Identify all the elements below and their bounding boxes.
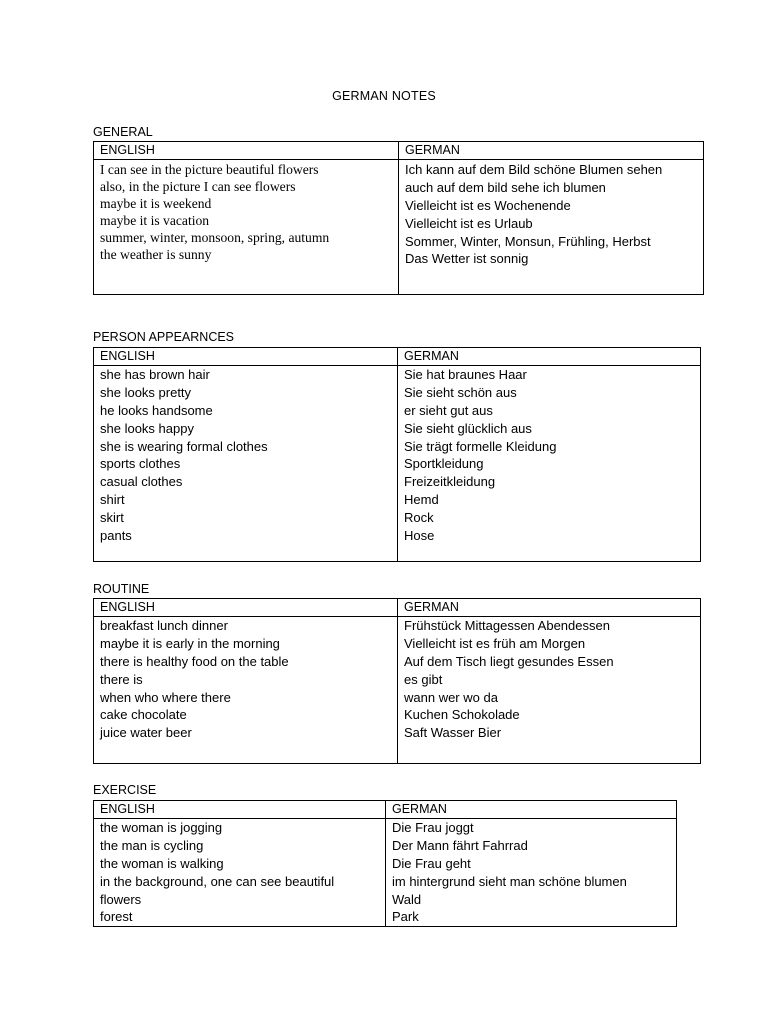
list-item: Die Frau joggt (392, 820, 474, 835)
english-cell (94, 819, 386, 927)
list-item: she looks pretty (100, 384, 192, 400)
list-item: Saft Wasser Bier (404, 725, 502, 741)
list-item: Rock (404, 510, 434, 526)
table-person-appearances (93, 347, 701, 562)
german-cell (398, 366, 701, 562)
list-item: the man is cycling (100, 837, 204, 853)
english-cell (94, 366, 398, 562)
column-header-german: GERMAN (398, 348, 701, 366)
list-item: maybe it is vacation (100, 213, 210, 228)
list-item: shirt (100, 492, 125, 508)
list-item: in the background, one can see beautiful (100, 873, 335, 889)
list-item: Park (392, 909, 419, 925)
english-lines (100, 366, 391, 545)
english-lines (100, 617, 391, 742)
german-lines (392, 819, 670, 926)
list-item: skirt (100, 510, 124, 526)
list-item: pants (100, 528, 132, 544)
list-item: Sie trägt formelle Kleidung (404, 438, 557, 454)
list-item: Auf dem Tisch liegt gesundes Essen (404, 653, 614, 669)
german-cell (398, 617, 701, 764)
table-body-row (94, 819, 677, 927)
list-item: im hintergrund sieht man schöne blumen (392, 873, 627, 889)
list-item: summer, winter, monsoon, spring, autumn (100, 230, 330, 245)
list-item: Frühstück Mittagessen Abendessen (404, 618, 610, 633)
list-item: maybe it is weekend (100, 196, 212, 211)
list-item: Hose (404, 528, 435, 544)
list-item: she is wearing formal clothes (100, 438, 268, 454)
list-item: Sportkleidung (404, 456, 484, 472)
table-header-row (94, 599, 701, 617)
list-item: auch auf dem bild sehe ich blumen (405, 179, 606, 195)
column-header-english: ENGLISH (94, 599, 398, 617)
list-item: there is (100, 671, 143, 687)
list-item: he looks handsome (100, 402, 213, 418)
section-label-general: GENERAL (93, 125, 153, 139)
list-item: Sie sieht schön aus (404, 384, 517, 400)
column-header-english: ENGLISH (94, 142, 399, 160)
english-cell (94, 617, 398, 764)
list-item: Vielleicht ist es früh am Morgen (404, 635, 586, 651)
table-header-row (94, 801, 677, 819)
column-header-german: GERMAN (386, 801, 677, 819)
list-item: wann wer wo da (404, 689, 498, 705)
table-general (93, 141, 704, 295)
list-item: she looks happy (100, 420, 194, 436)
table-body-row (94, 160, 704, 295)
list-item: there is healthy food on the table (100, 653, 289, 669)
list-item: Sie hat braunes Haar (404, 367, 527, 382)
list-item: casual clothes (100, 474, 183, 490)
list-item: Freizeitkleidung (404, 474, 496, 490)
section-label-routine: ROUTINE (93, 582, 150, 596)
list-item: breakfast lunch dinner (100, 618, 228, 633)
list-item: cake chocolate (100, 707, 187, 723)
german-cell (386, 819, 677, 927)
list-item: the woman is jogging (100, 820, 223, 835)
table-routine (93, 598, 701, 764)
list-item: Die Frau geht (392, 855, 471, 871)
table-body-row (94, 617, 701, 764)
list-item: I can see in the picture beautiful flowers (100, 162, 319, 177)
list-item: flowers (100, 891, 142, 907)
german-cell (399, 160, 704, 295)
column-header-german: GERMAN (399, 142, 704, 160)
list-item: Kuchen Schokolade (404, 707, 520, 723)
section-label-person-appearances: PERSON APPEARNCES (93, 330, 235, 344)
german-lines (404, 366, 694, 545)
table-exercise (93, 800, 677, 927)
list-item: Sie sieht glücklich aus (404, 420, 532, 436)
list-item: er sieht gut aus (404, 402, 493, 418)
list-item: sports clothes (100, 456, 181, 472)
list-item: Ich kann auf dem Bild schöne Blumen sehen (405, 162, 663, 177)
german-lines (404, 617, 694, 742)
list-item: juice water beer (100, 725, 192, 741)
list-item: Wald (392, 891, 422, 907)
table-header-row (94, 348, 701, 366)
column-header-english: ENGLISH (94, 348, 398, 366)
list-item: Das Wetter ist sonnig (405, 251, 529, 267)
table-body-row (94, 366, 701, 562)
list-item: Sommer, Winter, Monsun, Frühling, Herbst (405, 233, 651, 249)
list-item: the woman is walking (100, 855, 224, 871)
table-header-row (94, 142, 704, 160)
document-title: GERMAN NOTES (332, 89, 436, 103)
english-cell (94, 160, 399, 295)
english-lines (100, 819, 379, 926)
list-item: also, in the picture I can see flowers (100, 179, 296, 194)
list-item: es gibt (404, 671, 443, 687)
list-item: Hemd (404, 492, 439, 508)
list-item: Vielleicht ist es Wochenende (405, 197, 571, 213)
list-item: she has brown hair (100, 367, 210, 382)
german-lines (405, 161, 697, 268)
list-item: when who where there (100, 689, 231, 705)
list-item: forest (100, 909, 133, 925)
list-item: Der Mann fährt Fahrrad (392, 837, 528, 853)
column-header-german: GERMAN (398, 599, 701, 617)
english-lines (100, 161, 392, 263)
list-item: maybe it is early in the morning (100, 635, 280, 651)
column-header-english: ENGLISH (94, 801, 386, 819)
list-item: the weather is sunny (100, 247, 212, 262)
list-item: Vielleicht ist es Urlaub (405, 215, 533, 231)
section-label-exercise: EXERCISE (93, 783, 157, 797)
